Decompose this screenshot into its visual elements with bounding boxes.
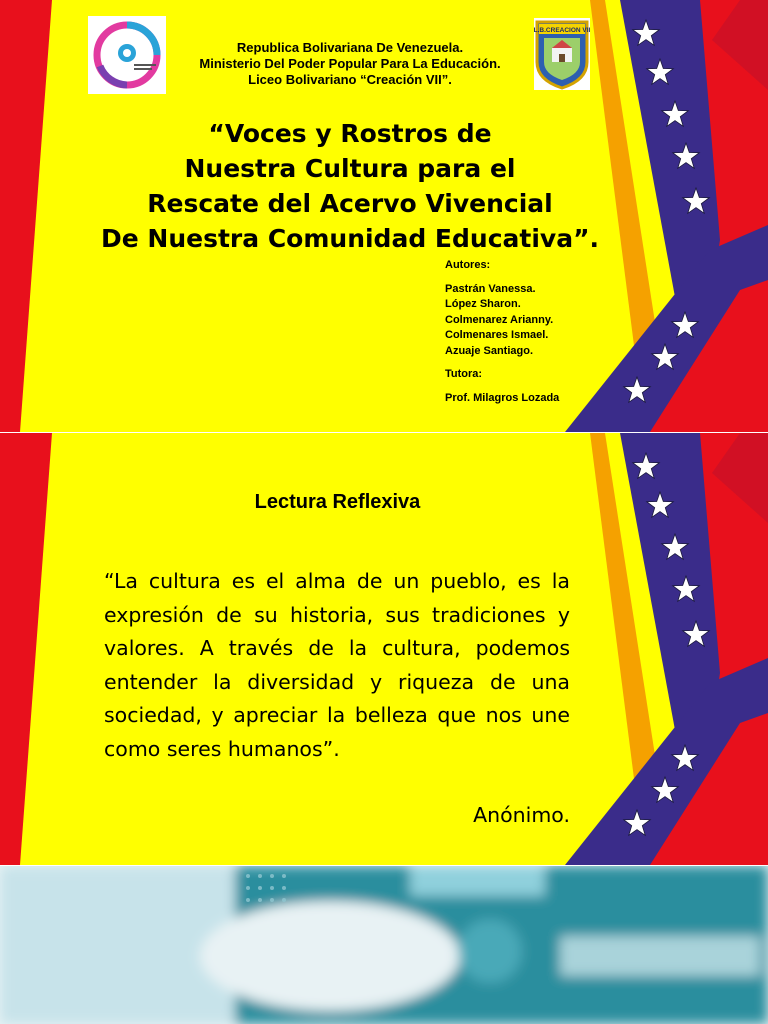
blurred-preview-image xyxy=(0,866,768,1024)
reflection-quote: “La cultura es el alma de un pueblo, es la expresión de su historia, sus tradiciones y valores. A través de la cultura, podemos entender la diversidad y riqueza de una sociedad, y apreciar la belleza que nos une como seres humanos”. xyxy=(104,569,570,761)
institution-header xyxy=(150,40,550,88)
author-name: Azuaje Santiago. xyxy=(445,344,534,357)
title-line: De Nuestra Comunidad Educativa”. xyxy=(101,224,599,253)
author-name: Pastrán Vanessa. xyxy=(445,282,536,295)
authors-label: Autores: xyxy=(445,259,491,271)
title-line: Nuestra Cultura para el xyxy=(184,154,516,183)
tutor-name: Prof. Milagros Lozada xyxy=(445,391,560,404)
quote-author: Anónimo. xyxy=(473,803,570,827)
header-line-school: Liceo Bolivariano “Creación VII”. xyxy=(248,72,452,87)
title-line: Rescate del Acervo Vivencial xyxy=(147,189,553,218)
school-emblem-text: L.B.CREACION VII xyxy=(534,27,590,34)
author-name: López Sharon. xyxy=(445,298,521,310)
authors-block xyxy=(445,258,595,406)
author-name: Colmenarez Arianny. xyxy=(445,313,554,326)
author-name: Colmenares Ismael. xyxy=(445,329,549,341)
left-red-stripe xyxy=(0,433,52,865)
section-heading: Lectura Reflexiva xyxy=(254,491,421,513)
slide-reflective-reading xyxy=(0,433,768,865)
header-line-republic: Republica Bolivariana De Venezuela. xyxy=(236,40,464,55)
slide-title xyxy=(0,0,768,432)
header-line-ministry: Ministerio Del Poder Popular Para La Educación. xyxy=(199,56,501,71)
presentation-title xyxy=(40,116,660,256)
tutor-label: Tutora: xyxy=(445,368,483,380)
title-line: “Voces y Rostros de xyxy=(208,119,492,148)
slide-partial-preview xyxy=(0,866,768,1024)
